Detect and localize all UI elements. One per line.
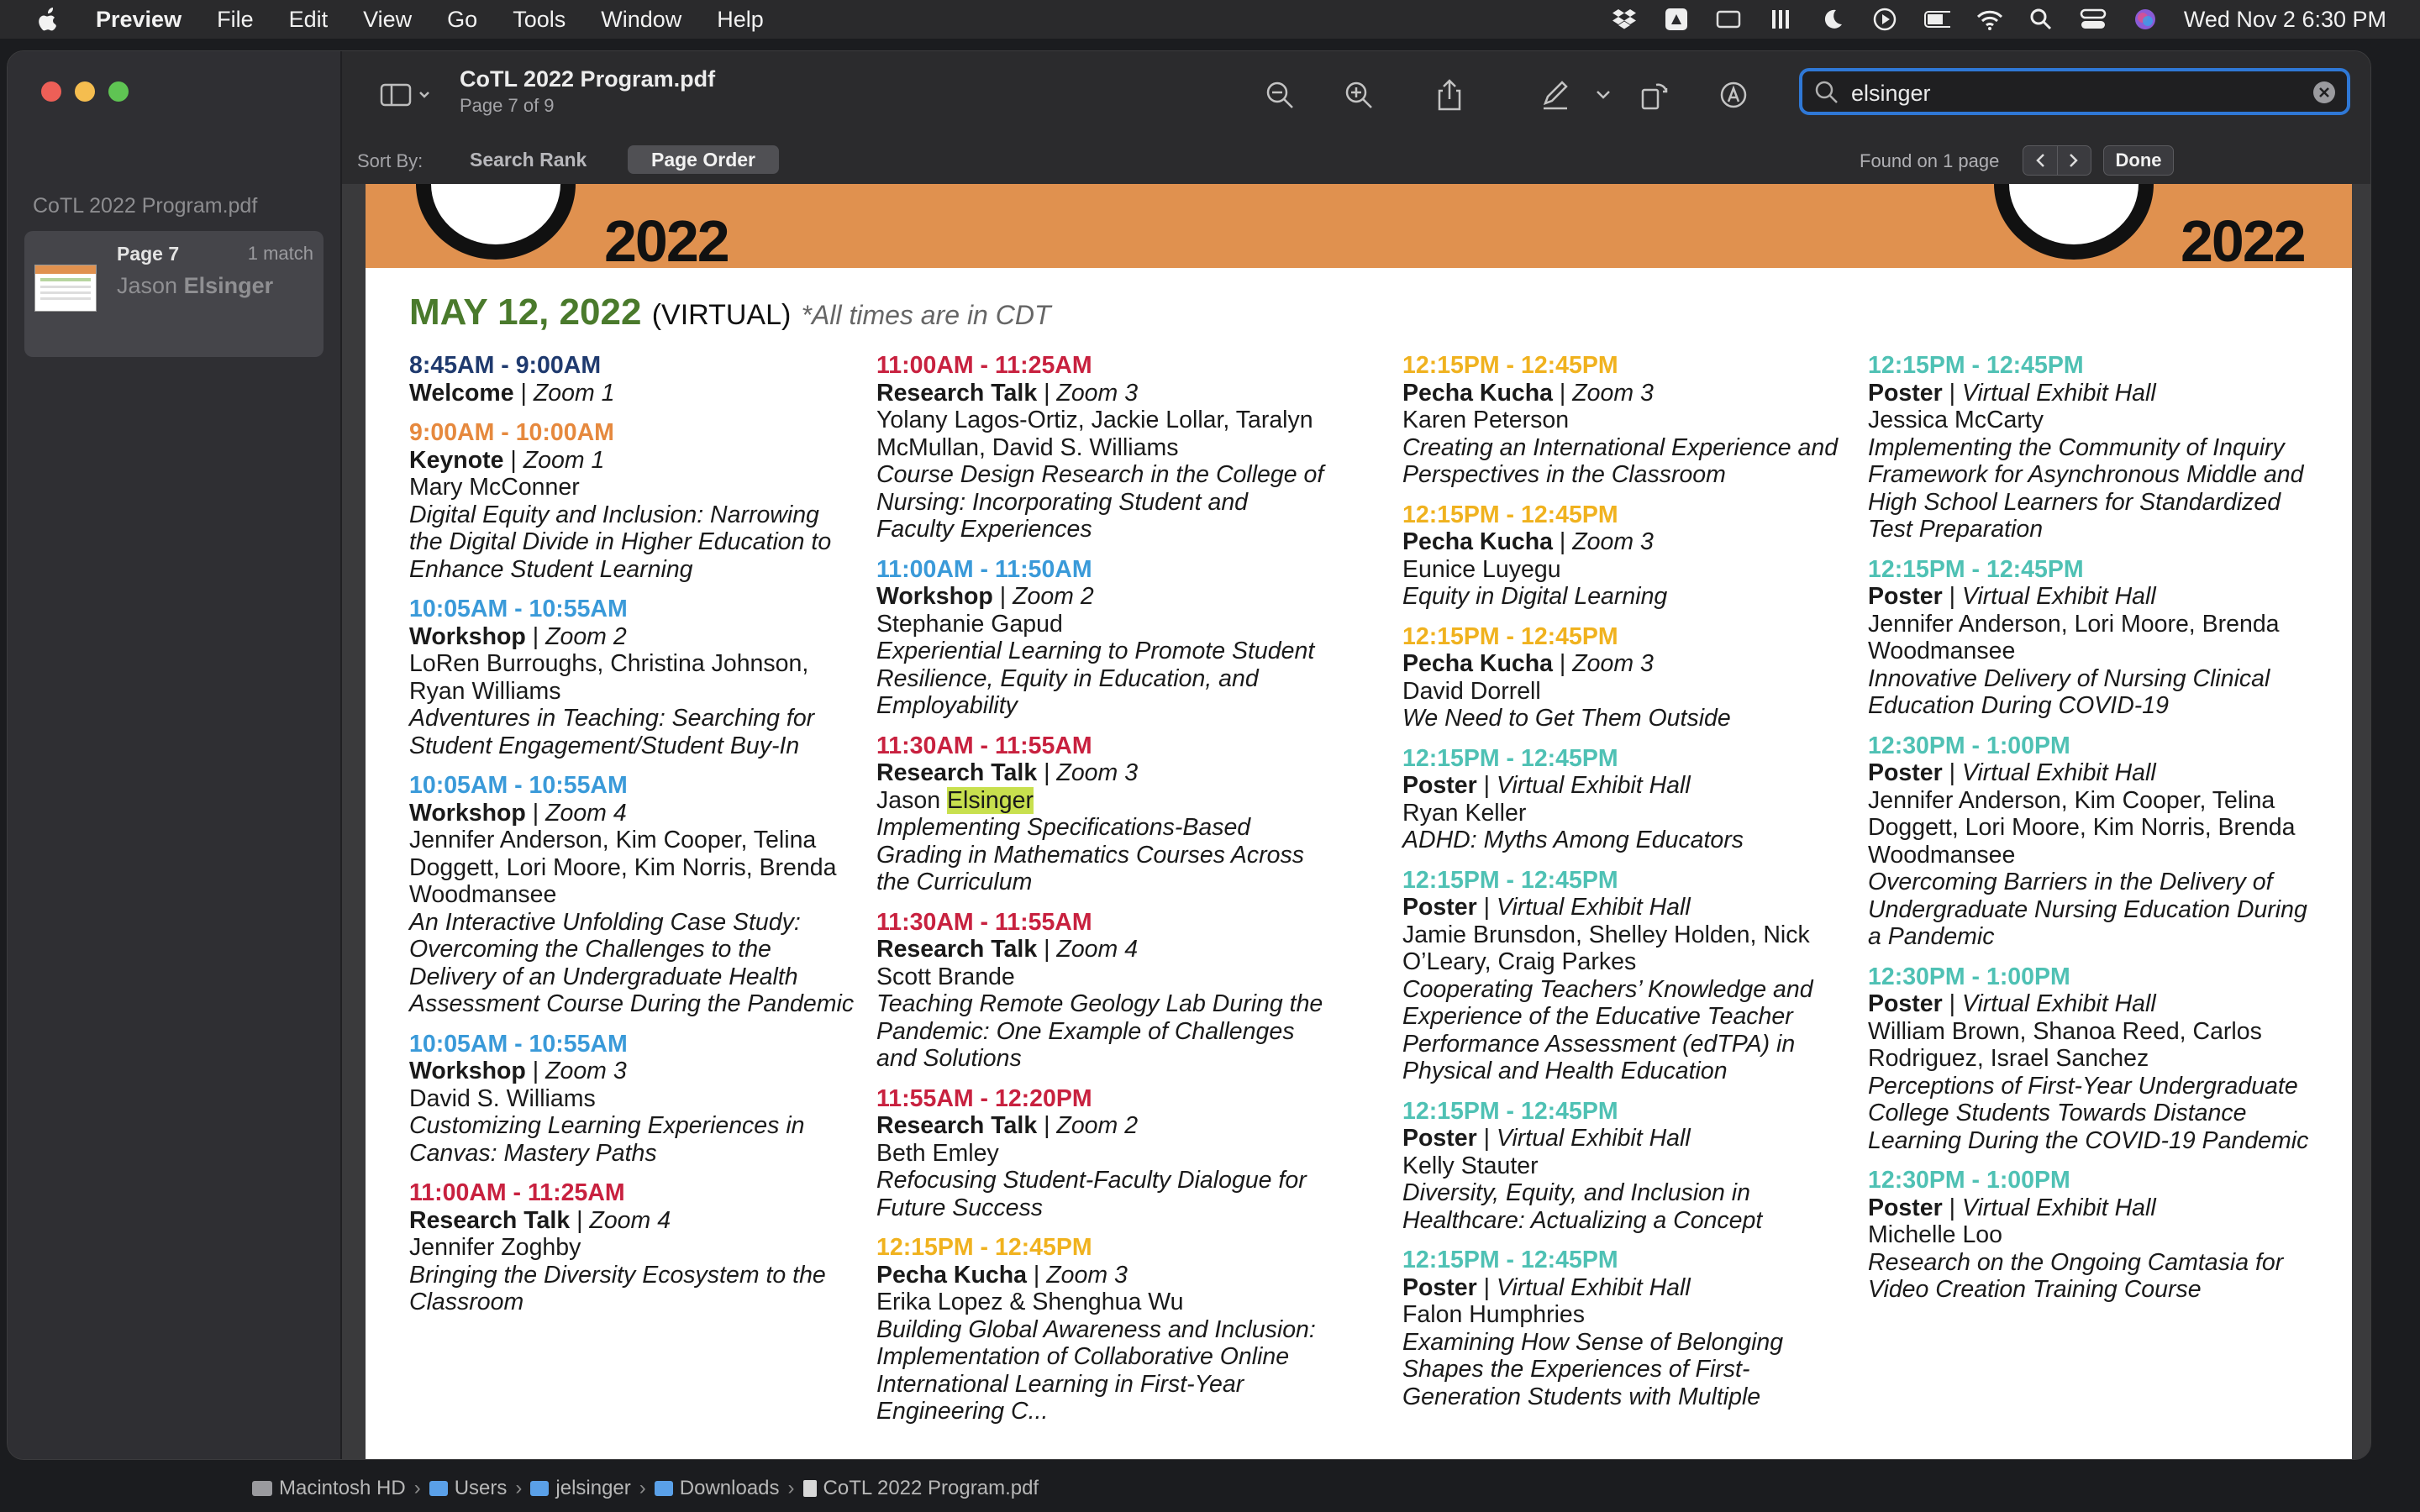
session-presenters: Erika Lopez & Shenghua Wu [876,1289,1184,1315]
result-page-label: Page 7 [117,243,180,265]
session-type: Poster [1402,1273,1477,1301]
banner-year-right: 2022 [2181,208,2305,274]
menu-tools[interactable]: Tools [513,6,566,32]
fork-icon[interactable] [1767,6,1794,33]
session-time: 8:45AM - 9:00AM [409,352,602,379]
zoom-out-icon[interactable] [1261,76,1298,113]
session-type: Poster [1868,990,1943,1017]
session-title: Experiential Learning to Promote Student Resilience, Equity in Education, and Employability [876,638,1315,719]
sidebar-toggle-icon[interactable] [377,76,436,113]
schedule-entry [1402,501,1848,611]
document-view[interactable] [342,184,2370,1459]
drive-icon[interactable] [1663,6,1690,33]
session-type-line: Poster | Virtual Exhibit Hall [1402,772,1691,799]
path-segment[interactable] [429,1477,508,1500]
session-presenters: Ryan Keller [1402,799,1527,827]
session-presenters: Jennifer Zoghby [409,1234,581,1261]
schedule-column-2 [876,352,1330,1438]
session-time: 9:00AM - 10:00AM [409,419,614,446]
session-type: Pecha Kucha [876,1261,1027,1289]
dropbox-icon[interactable] [1611,6,1638,33]
session-type-line: Research Talk | Zoom 2 [876,1112,1139,1139]
session-presenters: Jennifer Anderson, Kim Cooper, Telina Doggett, Lori Moore, Kim Norris, Brenda Woodmansee [1868,786,2296,869]
session-presenters: Jamie Brunsdon, Shelley Holden, Nick O’Leary, Craig Parkes [1402,921,1810,975]
session-type: Poster [1402,1125,1477,1152]
search-input[interactable] [1849,76,2290,110]
session-presenters: Michelle Loo [1868,1221,2003,1248]
session-time: 12:15PM - 12:45PM [1402,1097,1618,1125]
battery-icon[interactable] [1923,6,1950,33]
schedule-entry [1402,1098,1848,1235]
schedule-entry [409,419,855,583]
session-type: Poster [1868,1194,1943,1221]
search-result-item[interactable] [24,231,324,357]
session-location: Virtual Exhibit Hall [1961,990,2156,1017]
window-subtitle: Page 7 of 9 [460,95,555,116]
session-type: Poster [1868,759,1943,786]
control-center-icon[interactable] [2080,6,2107,33]
session-presenters: LoRen Burroughs, Christina Johnson, Ryan Williams [409,650,809,705]
result-count: 1 match [247,243,313,264]
session-presenters: Mary McConner [409,474,580,501]
schedule-column-1 [409,352,855,1329]
session-type-line: Poster | Virtual Exhibit Hall [1868,990,2156,1017]
found-count: Found on 1 page [1860,150,2000,171]
folder-icon [530,1481,549,1496]
schedule-entry [876,909,1330,1073]
session-title: Creating an International Experience and Perspectives in the Classroom [1402,433,1839,488]
session-time: 10:05AM - 10:55AM [409,772,628,799]
result-snippet-match: Elsinger [183,273,274,298]
path-separator: › [787,1477,795,1499]
apple-menu-icon[interactable] [34,5,62,34]
page-banner [366,184,2352,274]
schedule-entry [1402,1247,1848,1410]
menu-file[interactable]: File [217,6,254,32]
session-type-line: Workshop | Zoom 2 [409,622,627,650]
session-title: Research on the Ongoing Camtasia for Video Creation Training Course [1868,1248,2284,1303]
session-type: Research Talk [876,759,1038,786]
path-label: jelsinger [555,1477,631,1499]
share-icon[interactable] [1431,76,1468,113]
schedule-entry [876,732,1330,896]
schedule-entry [876,556,1330,720]
banner-year-left: 2022 [604,208,729,274]
session-type-line: Pecha Kucha | Zoom 3 [876,1261,1128,1289]
session-title: Diversity, Equity, and Inclusion in Healthcare: Actualizing a Concept [1402,1179,1763,1234]
clock-text[interactable]: Wed Nov 2 6:30 PM [2183,6,2386,32]
session-type-line: Poster | Virtual Exhibit Hall [1402,1125,1691,1152]
session-type-line: Pecha Kucha | Zoom 3 [1402,379,1654,407]
window-title: CoTL 2022 Program.pdf [460,66,716,92]
day-title: MAY 12, 2022 [409,291,642,333]
path-separator: › [515,1477,523,1499]
session-title: Overcoming Barriers in the Delivery of Undergraduate Nursing Education During a Pandemic [1868,869,2307,950]
session-location: Zoom 4 [589,1206,671,1234]
moon-icon[interactable] [1819,6,1846,33]
session-type: Research Talk [876,1112,1038,1139]
session-title: Digital Equity and Inclusion: Narrowing the Digital Divide in Higher Education to Enhance Student Learning [409,501,832,583]
session-type-line: Welcome | Zoom 1 [409,379,615,407]
sort-page-order-button[interactable]: Page Order [628,145,779,174]
session-type-line: Pecha Kucha | Zoom 3 [1402,650,1654,677]
session-time: 10:05AM - 10:55AM [409,1030,628,1058]
session-title: An Interactive Unfolding Case Study: Overcoming the Challenges to the Delivery of an Undergraduate Health Assessment Course During the Pandemic [409,908,855,1017]
session-type: Pecha Kucha [1402,379,1553,407]
result-nav [2023,145,2091,176]
session-title: Teaching Remote Geology Lab During the Pandemic: One Example of Challenges and Solutions [876,990,1323,1072]
session-type: Workshop [409,622,526,650]
schedule-column-3 [1402,352,1848,1423]
session-presenters: Jennifer Anderson, Kim Cooper, Telina Doggett, Lori Moore, Kim Norris, Brenda Woodmansee [409,827,837,908]
session-type-line: Keynote | Zoom 1 [409,446,605,474]
schedule-entry [876,1234,1330,1425]
session-type-line: Poster | Virtual Exhibit Hall [1402,894,1691,921]
session-location: Virtual Exhibit Hall [1961,759,2156,786]
session-presenters: Scott Brande [876,963,1015,990]
markup-pen-icon[interactable] [1537,76,1574,113]
session-type: Workshop [409,799,526,827]
session-presenters: Kelly Stauter [1402,1152,1539,1179]
session-presenters: William Brown, Shanoa Reed, Carlos Rodriguez, Israel Sanchez [1868,1017,2262,1072]
folder-icon [655,1481,673,1496]
pdf-page [366,184,2352,1459]
menu-edit[interactable]: Edit [288,6,329,32]
session-time: 12:15PM - 12:45PM [1402,744,1618,772]
schedule-entry [876,352,1330,543]
session-presenters: Yolany Lagos-Ortiz, Jackie Lollar, Taralyn McMullan, David S. Williams [876,407,1313,461]
session-location: Zoom 3 [545,1058,627,1084]
session-location: Virtual Exhibit Hall [1496,1125,1691,1152]
schedule-entry [409,772,855,1018]
chevron-down-icon[interactable] [1591,76,1616,113]
session-title: Customizing Learning Experiences in Canvas: Mastery Paths [409,1112,805,1167]
session-location: Virtual Exhibit Hall [1961,583,2156,610]
schedule-entry [409,596,855,759]
session-location: Virtual Exhibit Hall [1961,1194,2156,1221]
session-title: Building Global Awareness and Inclusion: Implementation of Collaborative Online International Learning in First-Year Engineering C... [876,1315,1316,1425]
session-type-line: Workshop | Zoom 2 [876,583,1094,610]
session-location: Zoom 3 [1056,759,1139,786]
path-segment[interactable] [252,1477,406,1500]
session-type-line: Workshop | Zoom 3 [409,1058,627,1084]
session-presenters [876,787,1330,815]
minimize-window-button[interactable] [75,81,95,102]
session-title: Innovative Delivery of Nursing Clinical Education During COVID-19 [1868,664,2270,719]
session-time: 12:30PM - 1:00PM [1868,1167,2070,1194]
session-title: Implementing Specifications-Based Grading in Mathematics Courses Across the Curriculum [876,814,1304,895]
session-type: Poster [1868,379,1943,407]
session-location: Zoom 4 [545,799,627,827]
session-type-line: Poster | Virtual Exhibit Hall [1868,379,2156,407]
session-type: Workshop [409,1058,526,1084]
sidebar-doc-name: CoTL 2022 Program.pdf [33,194,258,218]
wifi-icon[interactable] [1975,6,2002,33]
session-presenters: David S. Williams [409,1084,596,1112]
annotate-icon[interactable] [1715,76,1752,113]
day-virtual: (VIRTUAL) [651,299,792,331]
folder-icon [429,1481,448,1496]
previous-result-icon[interactable] [2023,146,2058,175]
session-location: Zoom 3 [1572,528,1654,555]
session-presenters: Falon Humphries [1402,1301,1586,1328]
path-bar [252,1465,2420,1512]
event-logo-left [416,184,576,260]
schedule-entry [1402,745,1848,854]
session-time: 12:15PM - 12:45PM [1402,501,1618,528]
session-location: Zoom 1 [533,379,615,407]
session-location: Virtual Exhibit Hall [1496,894,1691,921]
session-type: Research Talk [876,379,1038,407]
result-snippet-prefix: Jason [117,273,184,298]
schedule-entry [1868,556,2322,720]
session-time: 12:15PM - 12:45PM [1402,1247,1618,1273]
session-location: Virtual Exhibit Hall [1496,772,1691,799]
session-presenters: Beth Emley [876,1139,999,1167]
path-label: Users [454,1477,508,1499]
rotate-icon[interactable] [1636,76,1673,113]
session-presenters: Jennifer Anderson, Lori Moore, Brenda Woodmansee [1868,610,2280,664]
session-type: Poster [1868,583,1943,610]
session-title: Perceptions of First-Year Undergraduate College Students Towards Distance Learning During the COVID-19 Pandemic [1868,1072,2309,1154]
session-time: 12:15PM - 12:45PM [1402,622,1618,650]
session-type: Pecha Kucha [1402,650,1553,677]
path-segment[interactable] [530,1477,630,1500]
schedule-entry [1868,963,2322,1155]
session-time: 12:15PM - 12:45PM [876,1234,1092,1261]
session-time: 11:30AM - 11:55AM [876,908,1092,936]
search-sort-bar [342,139,2370,185]
menu-view[interactable]: View [363,6,413,32]
session-time: 11:30AM - 11:55AM [876,732,1092,759]
session-title: We Need to Get Them Outside [1402,705,1731,732]
session-type-line: Research Talk | Zoom 4 [876,936,1139,963]
session-title: Cooperating Teachers’ Knowledge and Experience of the Educative Teacher Performance Assessment (edTPA) in Physical and Health Education [1402,975,1813,1084]
session-location: Zoom 2 [1056,1112,1139,1139]
session-presenters: Jessica McCarty [1868,407,2044,433]
schedule-entry [1868,1167,2322,1304]
day-note: *All times are in CDT [801,300,1051,330]
schedule-entry [1402,352,1848,489]
session-time: 12:30PM - 1:00PM [1868,963,2070,990]
schedule-entry [409,1179,855,1316]
menu-window[interactable]: Window [601,6,682,32]
session-location: Zoom 3 [1572,379,1654,407]
play-icon[interactable] [1871,6,1898,33]
search-match-highlight[interactable]: Elsinger [946,786,1034,814]
session-time: 12:15PM - 12:45PM [1402,352,1618,379]
session-title: Course Design Research in the College of Nursing: Incorporating Student and Faculty Experiences [876,461,1324,543]
spotlight-search-icon[interactable] [2028,6,2054,33]
session-location: Zoom 1 [523,446,605,474]
session-type-line: Poster | Virtual Exhibit Hall [1868,583,2156,610]
schedule-entry [1868,732,2322,951]
done-button[interactable]: Done [2103,145,2174,176]
session-time: 12:30PM - 1:00PM [1868,732,2070,759]
session-presenters: Stephanie Gapud [876,610,1063,638]
session-type-line: Research Talk | Zoom 3 [876,379,1139,407]
siri-icon[interactable] [2132,6,2159,33]
schedule-entry [1402,867,1848,1085]
session-location: Zoom 3 [1046,1261,1128,1289]
screen-icon[interactable] [1715,6,1742,33]
close-window-button[interactable] [41,81,61,102]
session-type: Welcome [409,379,514,407]
search-icon [1814,80,1839,109]
session-location: Zoom 2 [545,622,627,650]
menu-app-preview[interactable]: Preview [96,6,182,32]
menu-help[interactable]: Help [717,6,764,32]
session-location: Zoom 2 [1013,583,1094,610]
path-segment[interactable] [803,1477,1039,1500]
session-time: 12:15PM - 12:45PM [1868,555,2084,583]
session-type-line: Workshop | Zoom 4 [409,799,627,827]
session-title: Adventures in Teaching: Searching for Student Engagement/Student Buy-In [409,705,815,759]
path-separator: › [413,1477,421,1499]
session-time: 12:15PM - 12:45PM [1868,352,2084,379]
sort-search-rank-button[interactable]: Search Rank [470,149,587,171]
session-type: Research Talk [876,936,1038,963]
session-location: Virtual Exhibit Hall [1961,379,2156,407]
session-type-line: Poster | Virtual Exhibit Hall [1868,1194,2156,1221]
session-presenters: David Dorrell [1402,677,1541,705]
presenter-prefix: Jason [876,786,947,814]
session-type-line: Poster | Virtual Exhibit Hall [1868,759,2156,786]
session-type-line: Research Talk | Zoom 3 [876,759,1139,786]
schedule-entry [876,1085,1330,1222]
session-title: Bringing the Diversity Ecosystem to the Classroom [409,1261,826,1315]
session-presenters: Eunice Luyegu [1402,555,1561,583]
session-location: Zoom 4 [1056,936,1139,963]
result-snippet [117,273,273,299]
schedule-column-4 [1868,352,2322,1316]
session-type: Research Talk [409,1206,571,1234]
session-title: Refocusing Student-Faculty Dialogue for Future Success [876,1167,1307,1221]
menu-go[interactable]: Go [447,6,478,32]
session-location: Virtual Exhibit Hall [1496,1273,1691,1301]
zoom-window-button[interactable] [108,81,129,102]
session-type-line: Research Talk | Zoom 4 [409,1206,671,1234]
clear-search-icon[interactable] [2313,81,2335,103]
session-time: 11:00AM - 11:50AM [876,555,1092,583]
session-title: Examining How Sense of Belonging Shapes the Experiences of First-Generation Students with Multiple [1402,1328,1784,1410]
search-field[interactable] [1799,68,2350,115]
drive-icon [252,1481,272,1496]
session-type: Keynote [409,446,504,474]
sidebar [8,51,342,1459]
day-heading [409,291,1051,333]
session-type-line: Poster | Virtual Exhibit Hall [1402,1273,1691,1301]
session-location: Zoom 3 [1572,650,1654,677]
session-type: Poster [1402,894,1477,921]
next-result-icon[interactable] [2058,146,2091,175]
event-logo-right [1994,184,2154,260]
session-title: ADHD: Myths Among Educators [1402,827,1744,853]
preview-window [7,50,2371,1460]
session-time: 11:55AM - 12:20PM [876,1084,1092,1112]
session-type: Workshop [876,583,993,610]
session-time: 11:00AM - 11:25AM [876,352,1092,379]
page-thumbnail [34,265,97,312]
pdf-file-icon [803,1480,817,1497]
schedule-entry [1868,352,2322,543]
path-separator: › [639,1477,646,1499]
session-title: Implementing the Community of Inquiry Framework for Asynchronous Middle and High School Learners for Standardized Test Preparation [1868,433,2304,543]
path-label: Macintosh HD [279,1477,406,1499]
session-type-line: Pecha Kucha | Zoom 3 [1402,528,1654,555]
menu-bar [0,0,2420,39]
path-label: Downloads [679,1477,780,1499]
path-label: CoTL 2022 Program.pdf [823,1477,1039,1499]
schedule-entry [409,1031,855,1168]
path-segment[interactable] [655,1477,780,1500]
session-presenters: Karen Peterson [1402,407,1570,433]
session-location: Zoom 3 [1056,379,1139,407]
session-time: 10:05AM - 10:55AM [409,596,628,622]
zoom-in-icon[interactable] [1340,76,1377,113]
schedule-entry [1402,623,1848,732]
session-type: Poster [1402,772,1477,799]
toolbar [342,51,2370,139]
session-time: 11:00AM - 11:25AM [409,1179,625,1206]
sort-by-label: Sort By: [357,150,424,171]
session-time: 12:15PM - 12:45PM [1402,866,1618,894]
schedule-entry [409,352,855,407]
session-title: Equity in Digital Learning [1402,583,1668,610]
session-type: Pecha Kucha [1402,528,1553,555]
